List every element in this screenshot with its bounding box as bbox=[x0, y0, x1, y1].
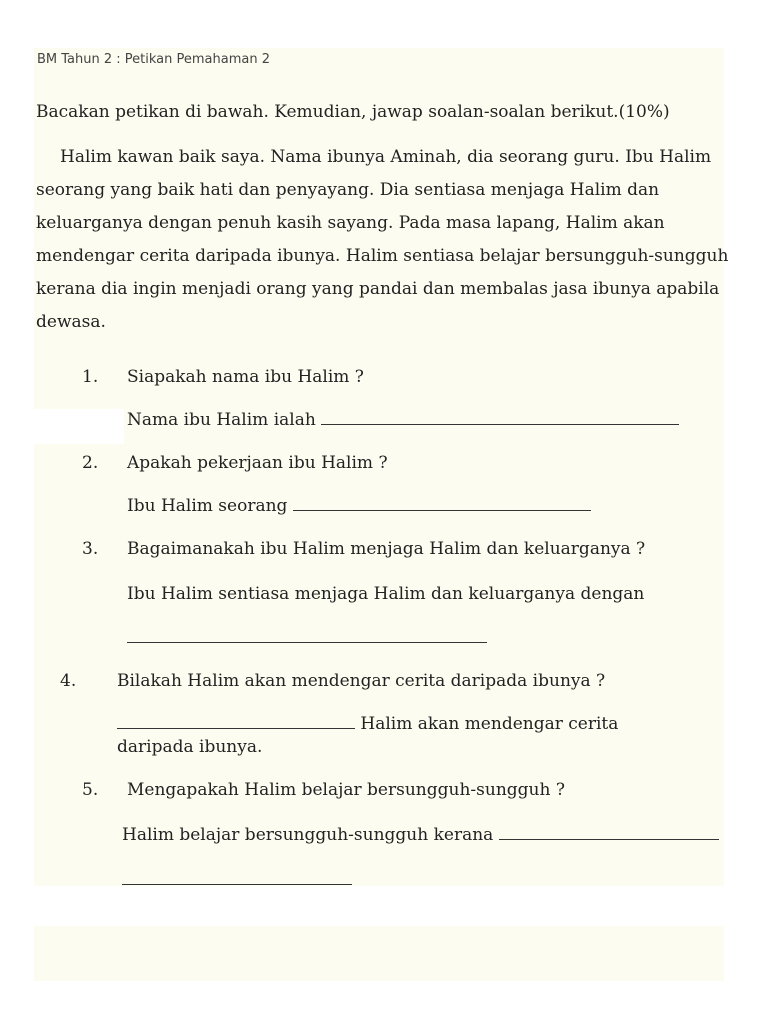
question-number: 3. bbox=[82, 539, 99, 559]
answer-prompt bbox=[127, 495, 591, 517]
question-text: Apakah pekerjaan ibu Halim ? bbox=[127, 453, 388, 473]
page-background-top bbox=[34, 48, 724, 361]
answer-blank[interactable] bbox=[117, 713, 355, 729]
passage-line: dewasa. bbox=[36, 312, 106, 332]
question-number: 1. bbox=[82, 367, 99, 387]
passage-line: Halim kawan baik saya. Nama ibunya Aminah, dia seorang guru. Ibu Halim bbox=[60, 147, 712, 167]
question-number: 4. bbox=[60, 671, 77, 691]
question-text: Bagaimanakah ibu Halim menjaga Halim dan keluarganya ? bbox=[127, 539, 646, 559]
question-text: Bilakah Halim akan mendengar cerita daripada ibunya ? bbox=[117, 671, 606, 691]
answer-blank[interactable] bbox=[127, 628, 487, 643]
answer-prompt bbox=[122, 824, 719, 846]
answer-blank[interactable] bbox=[122, 870, 352, 885]
answer-prompt-text: Halim akan mendengar cerita bbox=[360, 714, 619, 734]
passage-line: kerana dia ingin menjadi orang yang pandai dan membalas jasa ibunya apabila bbox=[36, 279, 720, 299]
answer-prompt-text: daripada ibunya. bbox=[117, 737, 263, 757]
answer-prompt-text: Nama ibu Halim ialah bbox=[127, 410, 316, 430]
worksheet-header: BM Tahun 2 : Petikan Pemahaman 2 bbox=[37, 52, 270, 67]
question-text: Mengapakah Halim belajar bersungguh-sungguh ? bbox=[127, 780, 565, 800]
answer-prompt bbox=[127, 409, 679, 431]
answer-blank[interactable] bbox=[321, 409, 679, 425]
question-number: 2. bbox=[82, 453, 99, 473]
answer-blank[interactable] bbox=[293, 495, 591, 511]
answer-blank[interactable] bbox=[499, 824, 719, 840]
passage-line: mendengar cerita daripada ibunya. Halim sentiasa belajar bersungguh-sungguh bbox=[36, 246, 729, 266]
page-background-bottom bbox=[34, 926, 724, 981]
instruction-text: Bacakan petikan di bawah. Kemudian, jawap soalan-soalan berikut.(10%) bbox=[36, 102, 670, 122]
answer-prompt-text: Halim belajar bersungguh-sungguh kerana bbox=[122, 825, 494, 845]
passage-line: seorang yang baik hati dan penyayang. Dia sentiasa menjaga Halim dan bbox=[36, 180, 660, 200]
question-number: 5. bbox=[82, 780, 99, 800]
answer-prompt bbox=[117, 713, 618, 735]
passage-line: keluarganya dengan penuh kasih sayang. Pada masa lapang, Halim akan bbox=[36, 213, 665, 233]
answer-prompt-text: Ibu Halim sentiasa menjaga Halim dan keluarganya dengan bbox=[127, 584, 645, 604]
answer-prompt-text: Ibu Halim seorang bbox=[127, 496, 288, 516]
question-text: Siapakah nama ibu Halim ? bbox=[127, 367, 364, 387]
